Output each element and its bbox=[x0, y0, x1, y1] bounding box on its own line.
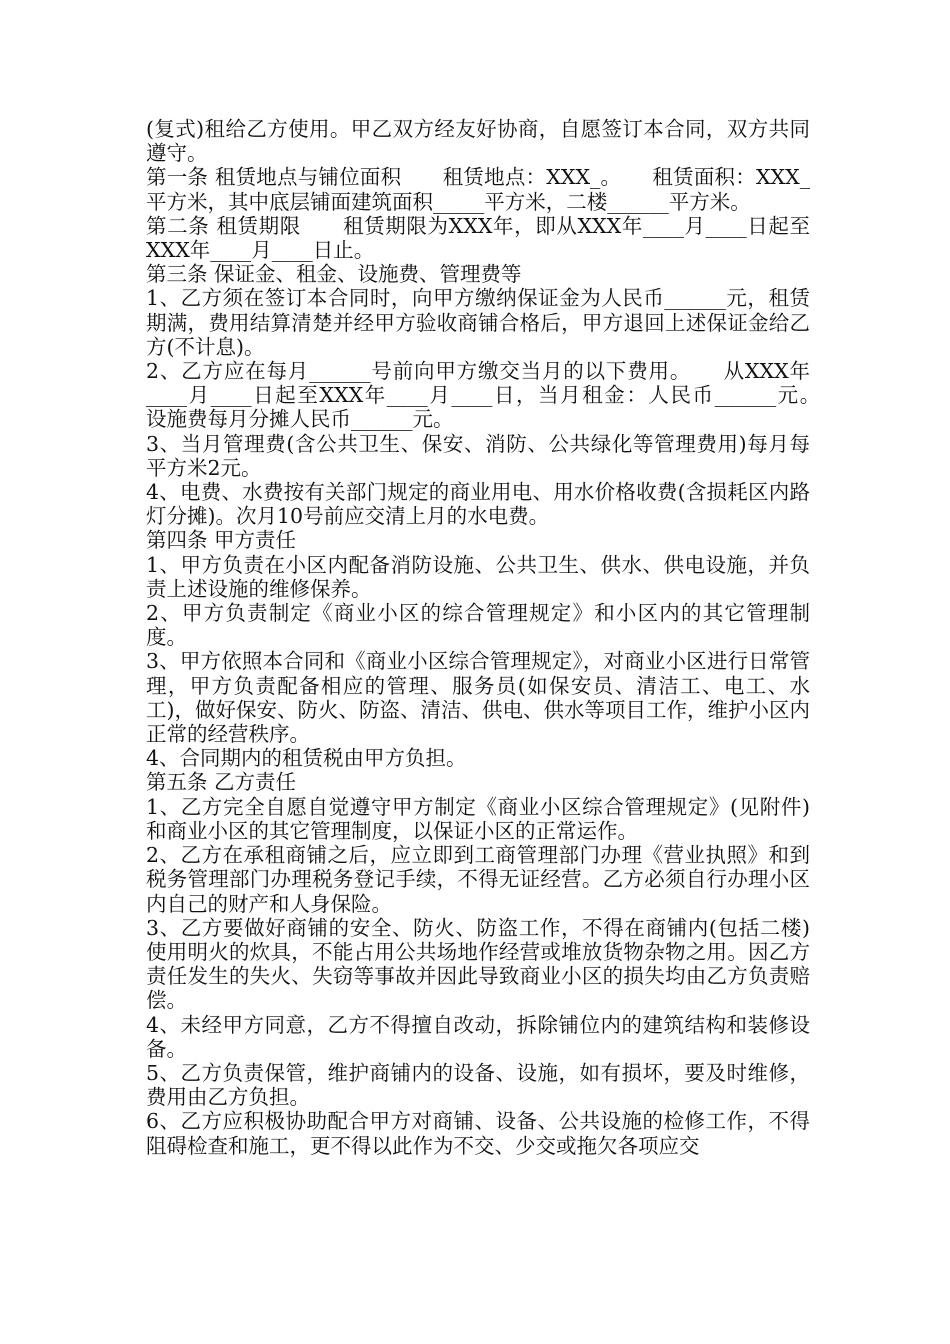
article-1-lease-location-area: 第一条 租赁地点与铺位面积 租赁地点：XXX_。 租赁面积：XXX_平方米，其中底层铺面建筑面积_____平方米，二楼______平方米。 bbox=[146, 165, 810, 214]
article-5-clause-2: 2、乙方在承租商铺之后，应立即到工商管理部门办理《营业执照》和到税务管理部门办理税务登记手续，不得无证经营。乙方必须自行办理小区内自己的财产和人身保险。 bbox=[146, 843, 810, 916]
article-4-clause-1: 1、甲方负责在小区内配备消防设施、公共卫生、供水、供电设施，并负责上述设施的维修保养。 bbox=[146, 552, 810, 601]
article-3-heading: 第三条 保证金、租金、设施费、管理费等 bbox=[146, 262, 522, 287]
article-3-clause-3: 3、当月管理费(含公共卫生、保安、消防、公共绿化等管理费用)每月每平方米2元。 bbox=[146, 431, 810, 480]
article-3-clause-4: 4、电费、水费按有关部门规定的商业用电、用水价格收费(含损耗区内路灯分摊)。次月10号前应交清上月的水电费。 bbox=[146, 480, 810, 529]
article-5-clause-6: 6、乙方应积极协助配合甲方对商铺、设备、公共设施的检修工作，不得阻碍检查和施工，更不得以此作为不交、少交或拖欠各项应交 bbox=[146, 1109, 810, 1158]
contract-page bbox=[146, 117, 851, 1158]
article-4-clause-2: 2、甲方负责制定《商业小区的综合管理规定》和小区内的其它管理制度。 bbox=[146, 601, 810, 650]
article-3-clause-2: 2、乙方应在每月______号前向甲方缴交当月的以下费用。 从XXX年____月____日起至XXX年____月____日，当月租金：人民币______元。 设施费每月分摊人民币______元。 bbox=[146, 359, 851, 432]
article-5-clause-5: 5、乙方负责保管，维护商铺内的设备、设施，如有损坏，要及时维修，费用由乙方负担。 bbox=[146, 1060, 810, 1110]
article-5-heading: 第五条 乙方责任 bbox=[146, 770, 297, 795]
article-4-heading: 第四条 甲方责任 bbox=[146, 528, 297, 553]
article-4-clause-3: 3、甲方依照本合同和《商业小区综合管理规定》，对商业小区进行日常管理，甲方负责配备相应的管理、服务员(如保安员、清洁工、电工、水工)，做好保安、防火、防盗、清洁、供电、供水等项目工作，维护小区内正常的经营秩序。 bbox=[146, 649, 810, 747]
article-2-lease-term: 第二条 租赁期限 租赁期限为XXX年，即从XXX年____月____日起至XXX年____月____日止。 bbox=[146, 213, 810, 263]
article-5-clause-1: 1、乙方完全自愿自觉遵守甲方制定《商业小区综合管理规定》(见附件)和商业小区的其它管理制度，以保证小区的正常运作。 bbox=[146, 794, 810, 843]
article-4-clause-4: 4、合同期内的租赁税由甲方负担。 bbox=[146, 746, 467, 771]
paragraph-intro: (复式)租给乙方使用。甲乙双方经友好协商，自愿签订本合同，双方共同遵守。 bbox=[146, 117, 810, 166]
article-5-clause-3: 3、乙方要做好商铺的安全、防火、防盗工作，不得在商铺内(包括二楼)使用明火的炊具，不能占用公共场地作经营或堆放货物杂物之用。因乙方责任发生的失火、失窃等事故并因此导致商业小区的损失均由乙方负责赔偿。 bbox=[146, 915, 810, 1013]
article-5-clause-4: 4、未经甲方同意，乙方不得擅自改动，拆除铺位内的建筑结构和装修设备。 bbox=[146, 1012, 810, 1061]
article-3-clause-1: 1、乙方须在签订本合同时，向甲方缴纳保证金为人民币______元，租赁期满，费用结算清楚并经甲方验收商铺合格后，甲方退回上述保证金给乙方(不计息)。 bbox=[146, 286, 810, 359]
